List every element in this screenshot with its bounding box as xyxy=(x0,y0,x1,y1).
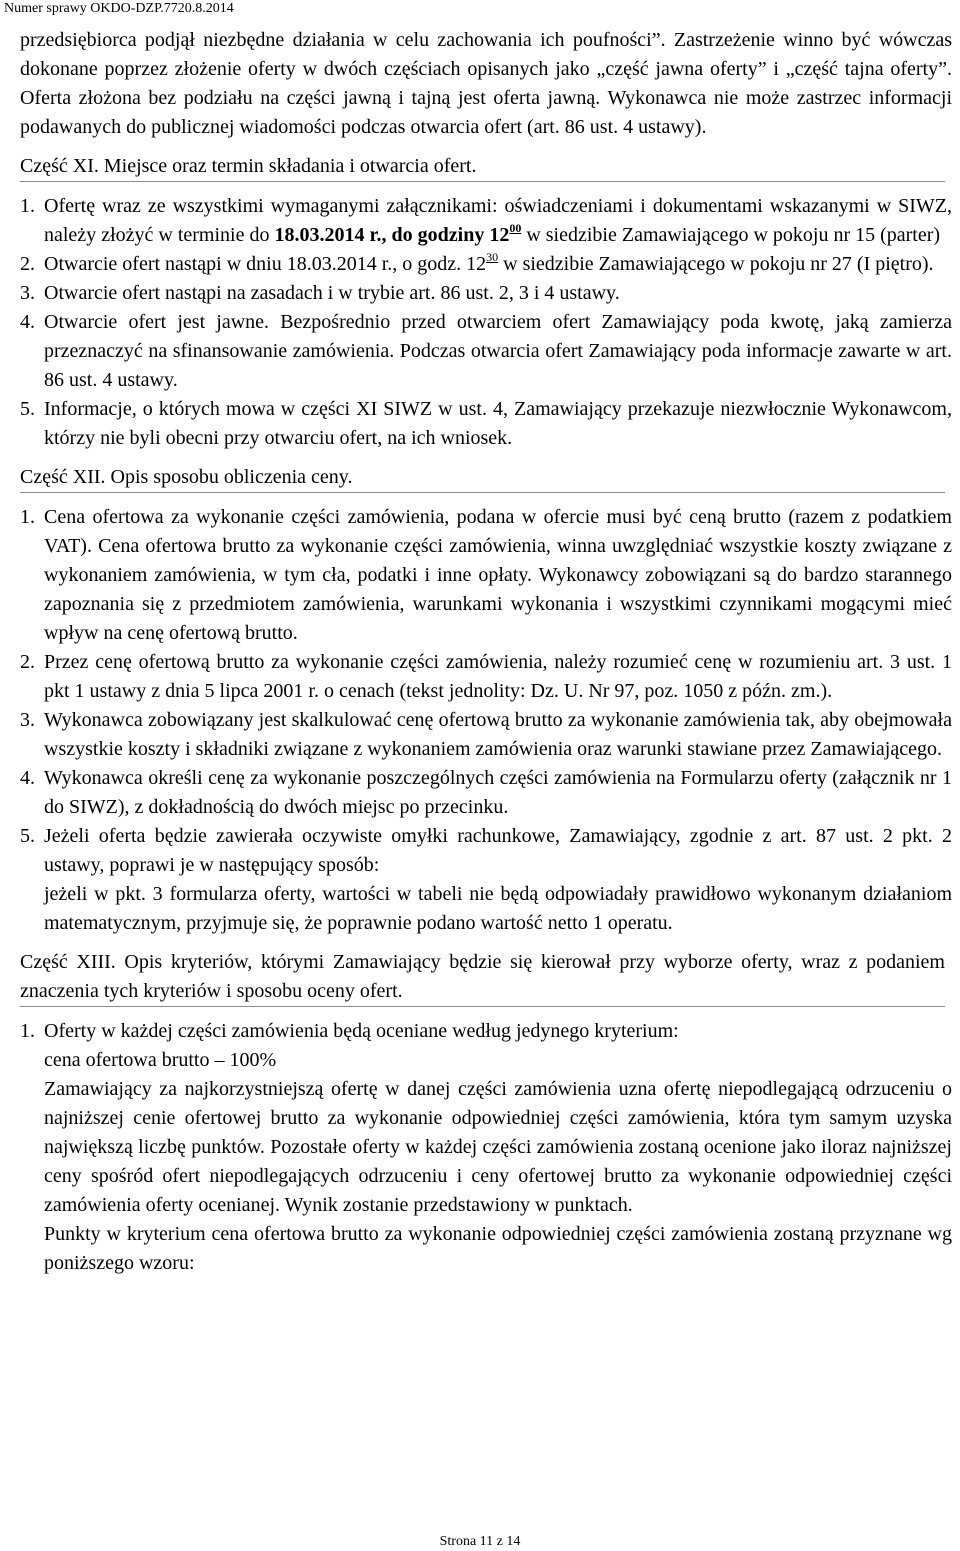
item-text: Wykonawca określi cenę za wykonanie poszczególnych części zamówienia na Formularzu oferty (załącznik nr 1 do SIWZ), z dokładnością do dwóch miejsc po przecinku. xyxy=(44,767,952,818)
item-text xyxy=(44,250,952,279)
item-text-part: Ofertę wraz ze wszystkimi wymaganymi załącznikami: oświadczeniami i dokumentami wskazanymi w SIWZ, należy złożyć w terminie do xyxy=(44,195,952,246)
item-text-line: cena ofertowa brutto – 100% xyxy=(44,1049,277,1071)
list-item xyxy=(20,648,952,706)
list-item xyxy=(20,764,952,822)
item-text-part: w siedzibie Zamawiającego w pokoju nr 15 (parter) xyxy=(521,224,941,246)
deadline-date: 18.03.2014 r. xyxy=(274,224,382,246)
deadline-hour: 12 xyxy=(489,224,510,246)
case-number-header: Numer sprawy OKDO-DZP.7720.8.2014 xyxy=(4,1,234,16)
list-item xyxy=(20,822,952,938)
section-12-list xyxy=(20,503,952,938)
list-item xyxy=(20,395,952,453)
item-text xyxy=(44,822,952,938)
item-text xyxy=(44,192,952,250)
list-item xyxy=(20,279,952,308)
item-text-part: Otwarcie ofert nastąpi w dniu 18.03.2014 r., o godz. 12 xyxy=(44,253,487,275)
list-item xyxy=(20,706,952,764)
item-number: 2. xyxy=(20,253,35,275)
item-text-line: Jeżeli oferta będzie zawierała oczywiste omyłki rachunkowe, Zamawiający, zgodnie z art. 87 ust. 2 pkt. 2 ustawy, poprawi je w następujący sposób: xyxy=(44,825,952,876)
list-item xyxy=(20,1017,952,1278)
item-text-part: w siedzibie Zamawiającego w pokoju nr 27 (I piętro). xyxy=(498,253,934,275)
item-number: 4. xyxy=(20,311,35,333)
item-number: 3. xyxy=(20,282,35,304)
item-text-line: jeżeli w pkt. 3 formularza oferty, wartości w tabeli nie będą odpowiadały prawidłowo wykonanym działaniom matematycznym, przyjmuje się, że poprawnie podano wartość netto 1 operatu. xyxy=(44,883,952,934)
item-text: Informacje, o których mowa w części XI SIWZ w ust. 4, Zamawiający przekazuje niezwłocznie Wykonawcom, którzy nie byli obecni przy otwarciu ofert, na ich wniosek. xyxy=(44,398,952,449)
item-text-part: , do godziny xyxy=(381,224,490,246)
item-text-line: Oferty w każdej części zamówienia będą oceniane według jedynego kryterium: xyxy=(44,1020,679,1042)
item-number: 1. xyxy=(20,1020,35,1042)
opening-minutes: 30 xyxy=(486,250,499,264)
list-item xyxy=(20,250,952,279)
item-text: Wykonawca zobowiązany jest skalkulować cenę ofertową brutto za wykonanie zamówienia tak, aby obejmowała wszystkie koszty i składniki związane z wykonaniem zamówienia oraz warunki stawiane przez Zamawiającego. xyxy=(44,709,952,760)
item-number: 5. xyxy=(20,825,35,847)
list-item xyxy=(20,308,952,395)
item-text-line: Zamawiający za najkorzystniejszą ofertę w danej części zamówienia uzna ofertę niepodlegającą odrzuceniu o najniższej cenie ofertowej brutto za wykonanie odpowiedniej części zamówienia, która tym samym uzyska największą liczbę punktów. Pozostałe oferty w każdej części zamówienia zostaną ocenione jako iloraz najniższej ceny spośród ofert niepodlegających odrzuceniu i ceny ofertowej brutto za wykonanie odpowiedniej części zamówienia oferty ocenianej. Wynik zostanie przedstawiony w punktach. xyxy=(44,1078,952,1216)
section-13-heading: Część XIII. Opis kryteriów, którymi Zamawiający będzie się kierował przy wyborze oferty, wraz z podaniem znaczenia tych kryteriów i sposobu oceny ofert. xyxy=(20,948,945,1007)
page-number: Strona 11 z 14 xyxy=(439,1534,521,1549)
intro-paragraph: przedsiębiorca podjął niezbędne działania w celu zachowania ich poufności”. Zastrzeżenie winno być wówczas dokonane poprzez złożenie oferty w dwóch częściach opisanych jako „część jawna oferty” i „część tajna oferty”. Oferta złożona bez podziału na części jawną i tajną jest oferta jawną. Wykonawca nie może zastrzec informacji podawanych do publicznej wiadomości podczas otwarcia ofert (art. 86 ust. 4 ustawy). xyxy=(20,29,952,138)
item-text-line: Punkty w kryterium cena ofertowa brutto za wykonanie odpowiedniej części zamówienia zostaną przyznane wg poniższego wzoru: xyxy=(44,1223,952,1274)
section-13-list xyxy=(20,1017,952,1278)
item-text: Przez cenę ofertową brutto za wykonanie części zamówienia, należy rozumieć cenę w rozumieniu art. 3 ust. 1 pkt 1 ustawy z dnia 5 lipca 2001 r. o cenach (tekst jednolity: Dz. U. Nr 97, poz. 1050 z późn. zm.). xyxy=(44,651,952,702)
item-text: Cena ofertowa za wykonanie części zamówienia, podana w ofercie musi być ceną brutto (razem z podatkiem VAT). Cena ofertowa brutto za wykonanie części zamówienia, winna uwzględniać wszystkie koszty związane z wykonaniem zamówienia, w tym cła, podatki i inne opłaty. Wykonawcy zobowiązani są do bardzo starannego zapoznania się z przedmiotem zamówienia, warunkami wykonania i wszystkimi czynnikami mogącymi mieć wpływ na cenę ofertową brutto. xyxy=(44,506,952,644)
item-text xyxy=(44,1017,952,1278)
item-number: 5. xyxy=(20,398,35,420)
list-item xyxy=(20,503,952,648)
item-text: Otwarcie ofert nastąpi na zasadach i w trybie art. 86 ust. 2, 3 i 4 ustawy. xyxy=(44,282,620,304)
item-number: 4. xyxy=(20,767,35,789)
item-text: Otwarcie ofert jest jawne. Bezpośrednio przed otwarciem ofert Zamawiający poda kwotę, jaką zamierza przeznaczyć na sfinansowanie zamówienia. Podczas otwarcia ofert Zamawiający poda informacje zawarte w art. 86 ust. 4 ustawy. xyxy=(44,311,952,391)
item-number: 1. xyxy=(20,506,35,528)
section-11-heading: Część XI. Miejsce oraz termin składania i otwarcia ofert. xyxy=(20,152,945,182)
document-body xyxy=(20,26,952,1278)
deadline-minutes: 00 xyxy=(509,221,522,235)
item-number: 2. xyxy=(20,651,35,673)
item-number: 3. xyxy=(20,709,35,731)
section-11-list xyxy=(20,192,952,453)
section-12-heading: Część XII. Opis sposobu obliczenia ceny. xyxy=(20,463,945,493)
list-item xyxy=(20,192,952,250)
item-number: 1. xyxy=(20,195,35,217)
